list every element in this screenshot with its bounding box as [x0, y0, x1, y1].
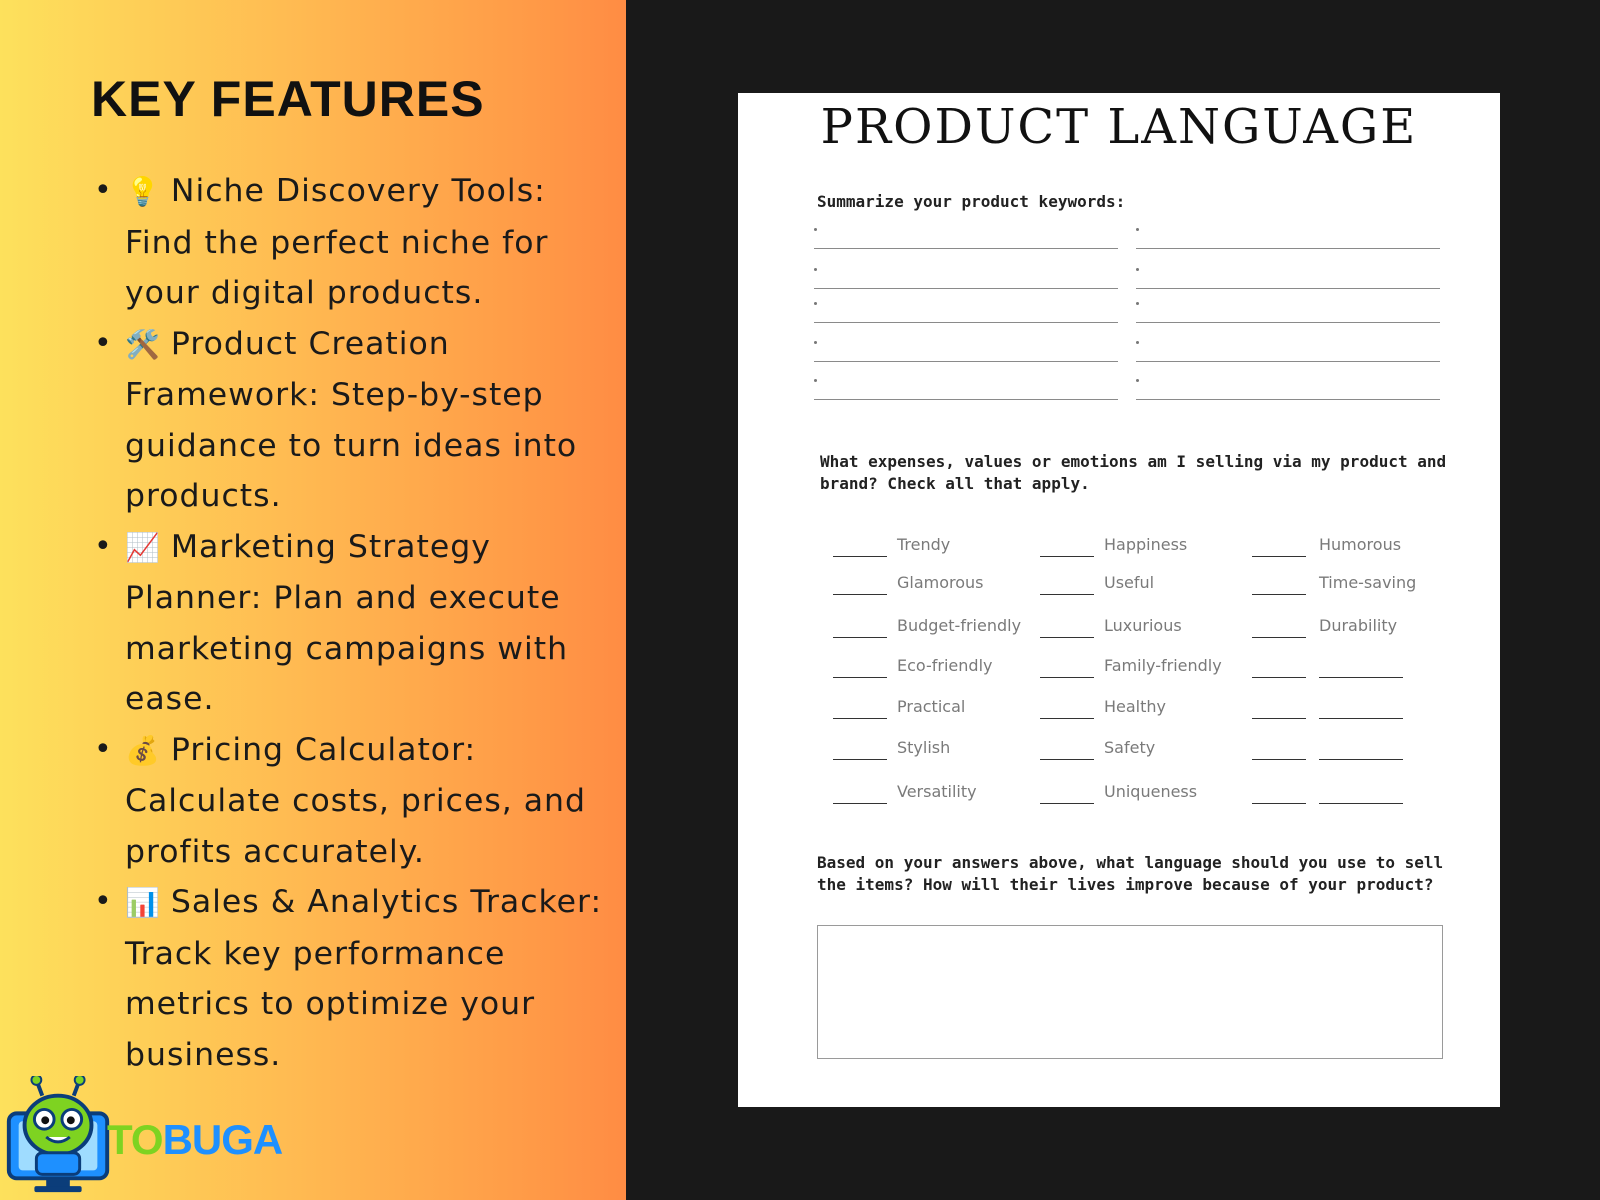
- option-label: Versatility: [897, 782, 977, 801]
- keyword-line[interactable]: [814, 248, 1118, 249]
- option-label: Family-friendly: [1104, 656, 1222, 675]
- option-label: Useful: [1104, 573, 1155, 592]
- left-panel: [0, 0, 626, 1200]
- option-label: Budget-friendly: [897, 616, 1022, 635]
- feature-item: [94, 166, 614, 319]
- option-label: Stylish: [897, 738, 951, 757]
- option-label: Safety: [1104, 738, 1156, 757]
- feature-text: Marketing Strategy Planner: Plan and execute marketing campaigns with ease.: [125, 528, 569, 717]
- feature-text: Product Creation Framework: Step-by-step guidance to turn ideas into products.: [125, 325, 578, 514]
- option-label: Durability: [1319, 616, 1398, 635]
- bar-chart-icon: 📊: [125, 886, 161, 919]
- check-blank[interactable]: [1040, 594, 1094, 595]
- bullet-dot: [1136, 268, 1139, 271]
- feature-text: Sales & Analytics Tracker: Track key performance metrics to optimize your business.: [125, 884, 603, 1073]
- bullet-dot: [814, 228, 817, 231]
- check-blank[interactable]: [1252, 594, 1306, 595]
- check-blank[interactable]: [1252, 803, 1306, 804]
- option-label: Time-saving: [1319, 573, 1417, 592]
- bullet-dot: [1136, 341, 1139, 344]
- feature-item: [94, 319, 614, 522]
- check-blank[interactable]: [1040, 637, 1094, 638]
- option-label: Happiness: [1104, 535, 1188, 554]
- keyword-line[interactable]: [814, 399, 1118, 400]
- check-blank[interactable]: [833, 718, 887, 719]
- option-label: Eco-friendly: [897, 656, 993, 675]
- check-blank[interactable]: [833, 556, 887, 557]
- values-prompt: What expenses, values or emotions am I selling via my product and brand? Check all that apply.: [820, 452, 1447, 493]
- bullet-dot: [814, 268, 817, 271]
- tobuga-wordmark: [107, 1116, 282, 1164]
- check-blank[interactable]: [1252, 718, 1306, 719]
- custom-option-blank[interactable]: [1319, 677, 1403, 678]
- feature-item: [94, 522, 614, 725]
- check-blank[interactable]: [833, 759, 887, 760]
- wordmark-buga: BUGA: [162, 1116, 283, 1163]
- check-blank[interactable]: [1040, 803, 1094, 804]
- check-blank[interactable]: [833, 594, 887, 595]
- check-blank[interactable]: [1040, 556, 1094, 557]
- check-blank[interactable]: [1040, 718, 1094, 719]
- features-list: [94, 166, 614, 1080]
- option-label: Luxurious: [1104, 616, 1182, 635]
- option-label: Healthy: [1104, 697, 1167, 716]
- check-blank[interactable]: [1040, 759, 1094, 760]
- keywords-prompt: Summarize your product keywords:: [817, 192, 1126, 211]
- feature-item: [94, 877, 614, 1080]
- bullet-dot: [814, 379, 817, 382]
- check-blank[interactable]: [1252, 677, 1306, 678]
- keyword-line[interactable]: [1136, 288, 1440, 289]
- option-label: Trendy: [897, 535, 951, 554]
- keyword-line[interactable]: [1136, 248, 1440, 249]
- money-bag-icon: 💰: [125, 733, 161, 767]
- tobuga-mascot-logo: [4, 1076, 114, 1196]
- check-blank[interactable]: [1252, 637, 1306, 638]
- lightbulb-icon: 💡: [125, 175, 161, 208]
- tools-icon: 🛠️: [125, 327, 161, 361]
- check-blank[interactable]: [1040, 677, 1094, 678]
- option-label: Uniqueness: [1104, 782, 1198, 801]
- bullet-dot: [1136, 228, 1139, 231]
- check-blank[interactable]: [1252, 759, 1306, 760]
- bullet-dot: [1136, 379, 1139, 382]
- check-blank[interactable]: [833, 637, 887, 638]
- feature-text: Pricing Calculator: Calculate costs, prices, and profits accurately.: [125, 731, 587, 870]
- custom-option-blank[interactable]: [1319, 803, 1403, 804]
- feature-text: Niche Discovery Tools: Find the perfect niche for your digital products.: [125, 173, 549, 311]
- custom-option-blank[interactable]: [1319, 718, 1403, 719]
- key-features-title: KEY FEATURES: [91, 71, 485, 127]
- check-blank[interactable]: [833, 803, 887, 804]
- option-label: Glamorous: [897, 573, 984, 592]
- chart-increasing-icon: 📈: [125, 530, 161, 564]
- option-label: Humorous: [1319, 535, 1402, 554]
- keyword-line[interactable]: [814, 288, 1118, 289]
- keyword-line[interactable]: [814, 361, 1118, 362]
- bullet-dot: [814, 302, 817, 305]
- option-label: Practical: [897, 697, 966, 716]
- keyword-line[interactable]: [814, 322, 1118, 323]
- worksheet-page: [738, 93, 1500, 1107]
- feature-item: [94, 725, 614, 878]
- keyword-line[interactable]: [1136, 322, 1440, 323]
- worksheet-title: PRODUCT LANGUAGE: [820, 99, 1418, 155]
- bullet-dot: [1136, 302, 1139, 305]
- wordmark-to: TO: [107, 1116, 163, 1163]
- bullet-dot: [814, 341, 817, 344]
- language-answer-box[interactable]: [817, 925, 1443, 1059]
- check-blank[interactable]: [833, 677, 887, 678]
- custom-option-blank[interactable]: [1319, 759, 1403, 760]
- check-blank[interactable]: [1252, 556, 1306, 557]
- keyword-line[interactable]: [1136, 361, 1440, 362]
- keyword-line[interactable]: [1136, 399, 1440, 400]
- language-prompt: Based on your answers above, what language should you use to sell the items? How will their lives improve because of your product?: [817, 853, 1444, 894]
